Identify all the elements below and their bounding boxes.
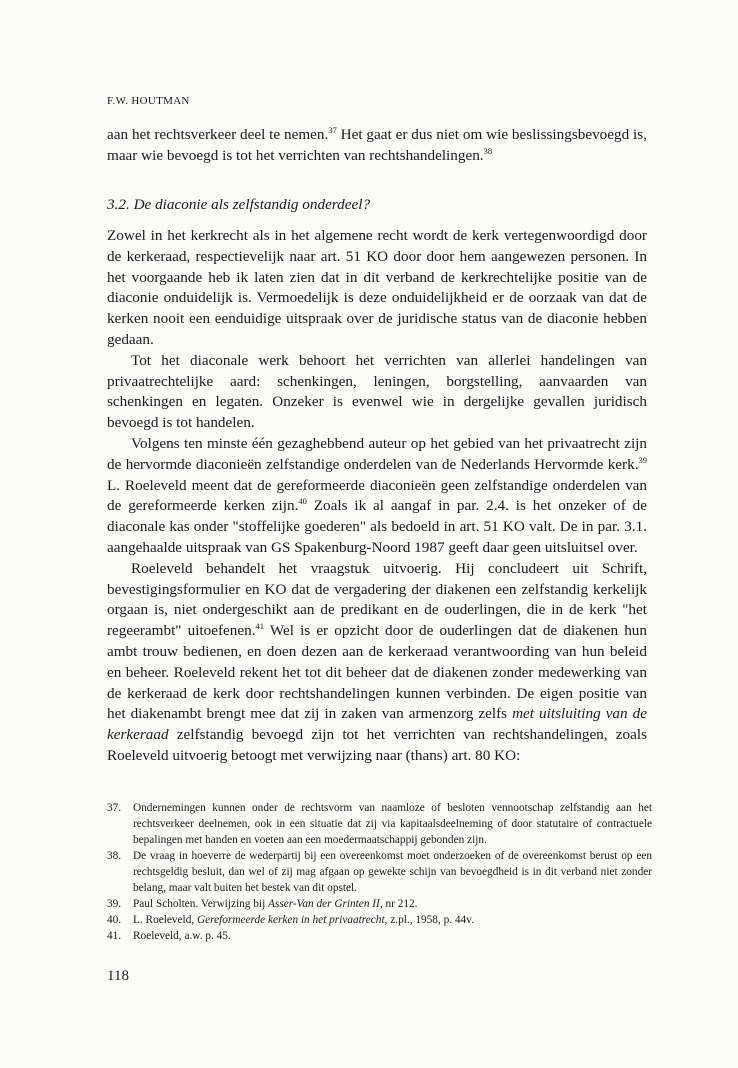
page-number: 118: [107, 968, 129, 984]
paragraph-2: Tot het diaconale werk behoort het verrichten van allerlei handelingen van privaatrechtelijke aard: schenkingen, leningen, borgstelling, aanvaarden van schenkingen en legaten. Onzeker is evenwel wie in dergelijke gevallen juridisch bevoegd is tot handelen.: [107, 351, 647, 432]
footnote-41: 41. Roeleveld, a.w. p. 45.: [107, 930, 231, 942]
footnote-ref-38[interactable]: 38: [483, 145, 493, 156]
footnote-ref-39[interactable]: 39: [638, 454, 647, 465]
emphasis: met uitsluiting van de kerkeraad: [107, 705, 647, 744]
running-head: F.W. HOUTMAN: [107, 95, 190, 107]
footnote-ref-40[interactable]: 40: [298, 496, 307, 507]
footnote-38: 38. De vraag in hoeverre de wederpartij bij een overeenkomst moet onderzoeken of de overeenkomst berust op een rechtsgeldig besluit, dan wel of zij mag afgaan op gewekte schijn van bevoegdheid is in dit verband niet zonder belang, maar valt buiten het bestek van dit opstel.: [107, 850, 652, 894]
footnote-37: 37. Ondernemingen kunnen onder de rechtsvorm van naamloze of besloten vennootschap zelfstandig aan het rechtsverkeer deelnemen, ook in een situatie dat zij via kapitaalsdeelneming of door statutaire of contractuele bepalingen met handen en voeten aan een moedermaatschappij gebonden zijn.: [107, 802, 652, 846]
section-body: [107, 226, 647, 767]
footnote-40: 40. L. Roeleveld, Gereformeerde kerken in het privaatrecht, z.pl., 1958, p. 44v.: [107, 914, 474, 926]
paragraph-3: Volgens ten minste één gezaghebbend auteur op het gebied van het privaatrecht zijn de hervormde diaconieën zelfstandige onderdelen van de Nederlands Hervormde kerk.$^{39}$ L. Roeleveld meent dat de gereformeerde diaconieën geen zelfstandige onderdelen van de gereformeerde kerken zijn.$^{40}$ Zoals ik al aangaf in par. 2.4. is het onzeker of de diaconale kas onder "stoffelijke goederen" als bedoeld in art. 51 KO valt. De in par. 3.1. aangehaalde uitspraak van GS Spakenburg-Noord 1987 geeft daar geen uitsluitsel over.: [107, 434, 647, 556]
footnote-ref-41[interactable]: 41: [255, 621, 265, 632]
footnote-39: 39. Paul Scholten. Verwijzing bij Asser-Van der Grinten II, nr 212.: [107, 898, 418, 910]
footnotes: [107, 800, 652, 944]
paragraph-1: Zowel in het kerkrecht als in het algemene recht wordt de kerk vertegenwoordigd door de kerkeraad, respectievelijk naar art. 51 KO door door hem aangewezen personen. In het voorgaande heb ik laten zien dat in dit verband de kerkrechtelijke positie van de diaconie onduidelijk is. Vermoedelijk is deze onduidelijkheid er de oorzaak van dat de kerken nooit een eenduidige uitspraak over de juridische status van de diaconie hebben gedaan.: [107, 227, 647, 348]
paragraph-4: Roeleveld behandelt het vraagstuk uitvoerig. Hij concludeert uit Schrift, bevestigingsformulier en KO dat de vergadering der diakenen een zelfstandig kerkelijk orgaan is, niet ondergeschikt aan de predikant en de ouderlingen, die in de kerk "het regeerambt" uitoefenen.$^{41}$ Wel is er opzicht door de ouderlingen dat de diakenen hun ambt trouw bedienen, en doen dezen aan de kerkeraad verantwoording van hun beleid en beheer. Roeleveld rekent het tot dit beheer dat de diakenen zonder medewerking van de kerkeraad de kerk door rechtshandelingen kunnen verbinden. De eigen positie van het diakenambt brengt mee dat zij in zaken van armenzorg zelfs met uitsluiting van de kerkeraad zelfstandig bevoegd zijn tot het verrichten van rechtshandelingen, zoals Roeleveld uitvoerig betoogt met verwijzing naar (thans) art. 80 KO:: [107, 559, 647, 764]
section-heading: 3.2. De diaconie als zelfstandig onderdeel?: [107, 196, 371, 213]
intro-paragraph: aan het rechtsverkeer deel te nemen.$^{37}$ Het gaat er dus niet om wie beslissingsbevoegd is, maar wie bevoegd is tot het verrichten van rechtshandelingen.$^{38}$: [107, 124, 647, 164]
footnote-ref-37[interactable]: 37: [328, 124, 337, 135]
